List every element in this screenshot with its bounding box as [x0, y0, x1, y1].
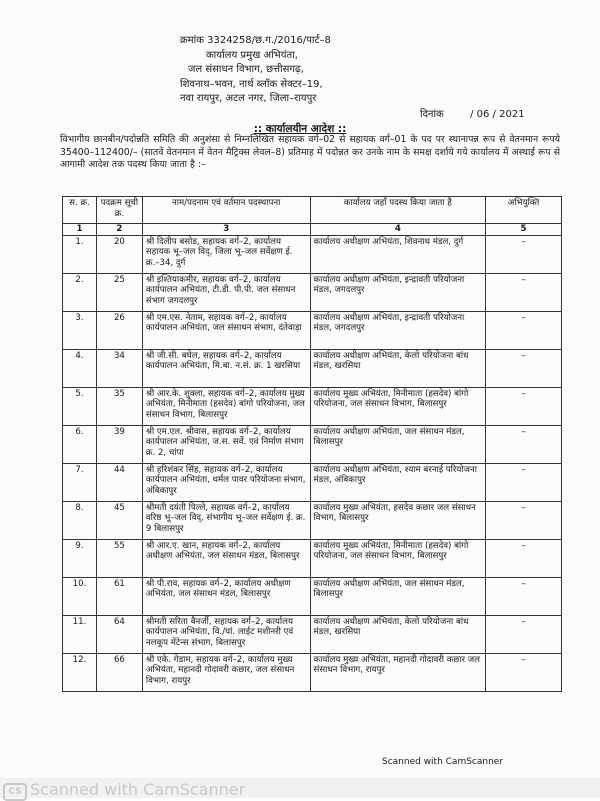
- table-row: [63, 653, 562, 691]
- header-office: कार्यालय जहाँ पदस्थ किया जाता है: [310, 197, 486, 224]
- row-seniority: 45: [96, 501, 142, 539]
- row-name: श्री इश्तियाकमीर, सहायक वर्ग–2, कार्यालय कार्यपालन अभियंता, टी.डी. पी.पी. जल संसाधन संभाग जगदलपुर: [142, 273, 310, 311]
- row-serial: 6.: [63, 425, 97, 463]
- row-remark: –: [486, 615, 562, 653]
- header-remarks: अभियुक्ति: [486, 197, 562, 224]
- column-number: 5: [486, 224, 562, 236]
- row-office: कार्यालय अधीक्षण अभियंता, इन्द्रावती परियोजना मंडल, जगदलपुर: [310, 311, 486, 349]
- row-seniority: 55: [96, 539, 142, 577]
- row-office: कार्यालय मुख्य अभियंता, महानदी गोदावरी कछार जल संसाधन विभाग, रायपुर: [310, 653, 486, 691]
- order-title: :: कार्यालयीन आदेश ::: [253, 123, 347, 135]
- row-remark: –: [486, 311, 562, 349]
- row-serial: 10.: [63, 577, 97, 615]
- row-office: कार्यालय मुख्य अभियंता, मिनीमाता (हसदेव) बांगो परियोजना, जल संसाधन विभाग, बिलासपुर: [310, 387, 486, 425]
- table-header-row: [63, 197, 562, 224]
- row-remark: –: [486, 387, 562, 425]
- header-line-office: कार्यालय प्रमुख अभियंता,: [206, 49, 298, 61]
- row-serial: 12.: [63, 653, 97, 691]
- row-name: श्री हरिशंकर सिंह, सहायक वर्ग–2, कार्यालय कार्यपालन अभियंता, थर्मल पावर परियोजना संभाग, अंबिकापुर: [142, 463, 310, 501]
- table-row: [63, 311, 562, 349]
- row-seniority: 64: [96, 615, 142, 653]
- row-seniority: 34: [96, 349, 142, 387]
- row-name: श्रीमती दयंती पिल्ले, सहायक वर्ग–2, कार्यालय वरिष्ठ भू–जल विद्, संभागीय भू–जल सर्वेक्षण ई. क्र. 9 बिलासपुर: [142, 501, 310, 539]
- column-number: 4: [310, 224, 486, 236]
- scanned-with-note: Scanned with CamScanner: [382, 757, 504, 767]
- row-name: श्री पी.राव, सहायक वर्ग–2, कार्यालय अधीक्षण अभियंता, जल संसाधन मंडल, बिलासपुर: [142, 577, 310, 615]
- table-row: [63, 577, 562, 615]
- row-remark: –: [486, 463, 562, 501]
- table-row: [63, 273, 562, 311]
- row-name: श्री एम.एस. नेताम, सहायक वर्ग–2, कार्यालय कार्यपालन अभियंता, जल संसाधन संभाग, दंतेवाड़ा: [142, 311, 310, 349]
- header-serial: स. क्र.: [63, 197, 97, 224]
- row-remark: –: [486, 501, 562, 539]
- date-value: / 06 / 2021: [470, 109, 525, 120]
- row-office: कार्यालय अधीक्षण अभियंता, केलो परियोजना बांध मंडल, खरसिया: [310, 349, 486, 387]
- row-remark: –: [486, 349, 562, 387]
- row-office: कार्यालय अधीक्षण अभियंता, जल संसाधन मंडल, बिलासपुर: [310, 577, 486, 615]
- header-line-department: जल संसाधन विभाग, छत्तीसगढ़,: [188, 64, 304, 75]
- row-remark: –: [486, 539, 562, 577]
- row-seniority: 44: [96, 463, 142, 501]
- row-name: श्री आर.ए. खान, सहायक वर्ग–2, कार्यालय अधीक्षण अभियंता, जल संसाधन मंडल, बिलासपुर: [142, 539, 310, 577]
- table-row: [63, 349, 562, 387]
- header-line-city: नवा रायपुर, अटल नगर, जिला–रायपुर: [180, 93, 317, 104]
- row-office: कार्यालय मुख्य अभियंता, हसदेव कछार जल संसाधन विभाग, बिलासपुर: [310, 501, 486, 539]
- row-office: कार्यालय अधीक्षण अभियंता, जल संसाधन मंडल, बिलासपुर: [310, 425, 486, 463]
- row-name: श्री एम.एल. श्रीवास, सहायक वर्ग–2, कार्यालय कार्यपालन अभियंता, ज.स. सर्वे. एवं निर्माण संभाग क्र. 2, चांपा: [142, 425, 310, 463]
- column-number: 2: [96, 224, 142, 236]
- header-name: नाम/पदनाम एवं वर्तमान पदस्थापना: [142, 197, 310, 224]
- row-office: कार्यालय मुख्य अभियंता, मिनीमाता (हसदेव) बांगो परियोजना, जल संसाधन विभाग, बिलासपुर: [310, 539, 486, 577]
- posting-table: [62, 196, 562, 692]
- row-seniority: 35: [96, 387, 142, 425]
- row-remark: –: [486, 653, 562, 691]
- column-number-row: [63, 224, 562, 236]
- row-office: कार्यालय अधीक्षण अभियंता, इन्द्रावती परियोजना मंडल, जगदलपुर: [310, 273, 486, 311]
- camscanner-logo-icon: CS: [3, 783, 27, 801]
- row-office: कार्यालय अधीक्षण अभियंता, श्याम बरनाई परियोजना मंडल, अंबिकापुर: [310, 463, 486, 501]
- row-serial: 9.: [63, 539, 97, 577]
- row-name: श्री एके. गेडाम, सहायक वर्ग–2, कार्यालय मुख्य अभियंता, महानदी गोदावरी कछार, जल संसाधन विभाग, रायपुर: [142, 653, 310, 691]
- row-serial: 1.: [63, 235, 97, 273]
- order-intro-paragraph: विभागीय छानबीन/पदोन्नति समिति की अनुशंसा से निम्नलिखित सहायक वर्ग–02 से सहायक वर्ग–01 के पद पर स्थानापन्न रूप से वेतनमान रूपये 35400–112400/– (सातवें वेतनमान में वेतन मैट्रिक्स लेवल–8) प्रतिमाह में पदोन्नत कर उनके नाम के समक्ष दर्शाये गये कार्यालय में अस्थाई रूप से आगामी आदेश तक पदस्थ किया जाता है :–: [60, 134, 560, 171]
- row-seniority: 61: [96, 577, 142, 615]
- row-serial: 8.: [63, 501, 97, 539]
- row-remark: –: [486, 273, 562, 311]
- reference-number: क्रमांक 3324258/छ.ग./2016/पार्ट–8: [180, 35, 331, 46]
- column-number: 1: [63, 224, 97, 236]
- column-number: 3: [142, 224, 310, 236]
- header-seniority: पदक्रम सूची क्र.: [96, 197, 142, 224]
- row-serial: 5.: [63, 387, 97, 425]
- table-row: [63, 425, 562, 463]
- row-serial: 2.: [63, 273, 97, 311]
- row-seniority: 20: [96, 235, 142, 273]
- row-remark: –: [486, 577, 562, 615]
- row-serial: 7.: [63, 463, 97, 501]
- office-header: [180, 34, 440, 107]
- row-remark: –: [486, 235, 562, 273]
- row-serial: 11.: [63, 615, 97, 653]
- row-seniority: 66: [96, 653, 142, 691]
- row-seniority: 26: [96, 311, 142, 349]
- row-seniority: 25: [96, 273, 142, 311]
- table-row: [63, 387, 562, 425]
- row-serial: 3.: [63, 311, 97, 349]
- header-line-building: शिवनाथ–भवन, नार्थ ब्लॉक सेक्टर–19,: [180, 78, 323, 90]
- row-office: कार्यालय अधीक्षण अभियंता, शिवनाथ मंडल, दुर्ग: [310, 235, 486, 273]
- table-row: [63, 235, 562, 273]
- row-office: कार्यालय अधीक्षण अभियंता, केलो परियोजना बांध मंडल, खरसिया: [310, 615, 486, 653]
- camscanner-watermark: Scanned with CamScanner: [30, 780, 246, 799]
- row-name: श्री जी.सी. बघेल, सहायक वर्ग–2, कार्यालय कार्यपालन अभियंता, मि.बा. न.सं. क्र. 1 खरसिया: [142, 349, 310, 387]
- row-serial: 4.: [63, 349, 97, 387]
- order-date: [420, 106, 525, 120]
- row-seniority: 39: [96, 425, 142, 463]
- row-name: श्री दिलीप बसोड, सहायक वर्ग–2, कार्यालय सहायक भू–जल विद्, जिला भू–जल सर्वेक्षण ई. क्र.–34, दुर्ग: [142, 235, 310, 273]
- table-row: [63, 539, 562, 577]
- row-name: श्री आर.के. शुक्ला, सहायक वर्ग–2, कार्यालय मुख्य अभियंता, मिनीमाता (हसदेव) बांगो परियोजना, जल संसाधन विभाग, बिलासपुर: [142, 387, 310, 425]
- date-label: दिनांक: [420, 109, 444, 120]
- row-remark: –: [486, 425, 562, 463]
- table-row: [63, 615, 562, 653]
- table-row: [63, 463, 562, 501]
- table-row: [63, 501, 562, 539]
- row-name: श्रीमती सरिता बैनर्जी, सहायक वर्ग–2, कार्यालय कार्यपालन अभियंता, वि./यां. लाईट मशीनरी एवं नलकूप मेंटेन्स संभाग, बिलासपुर: [142, 615, 310, 653]
